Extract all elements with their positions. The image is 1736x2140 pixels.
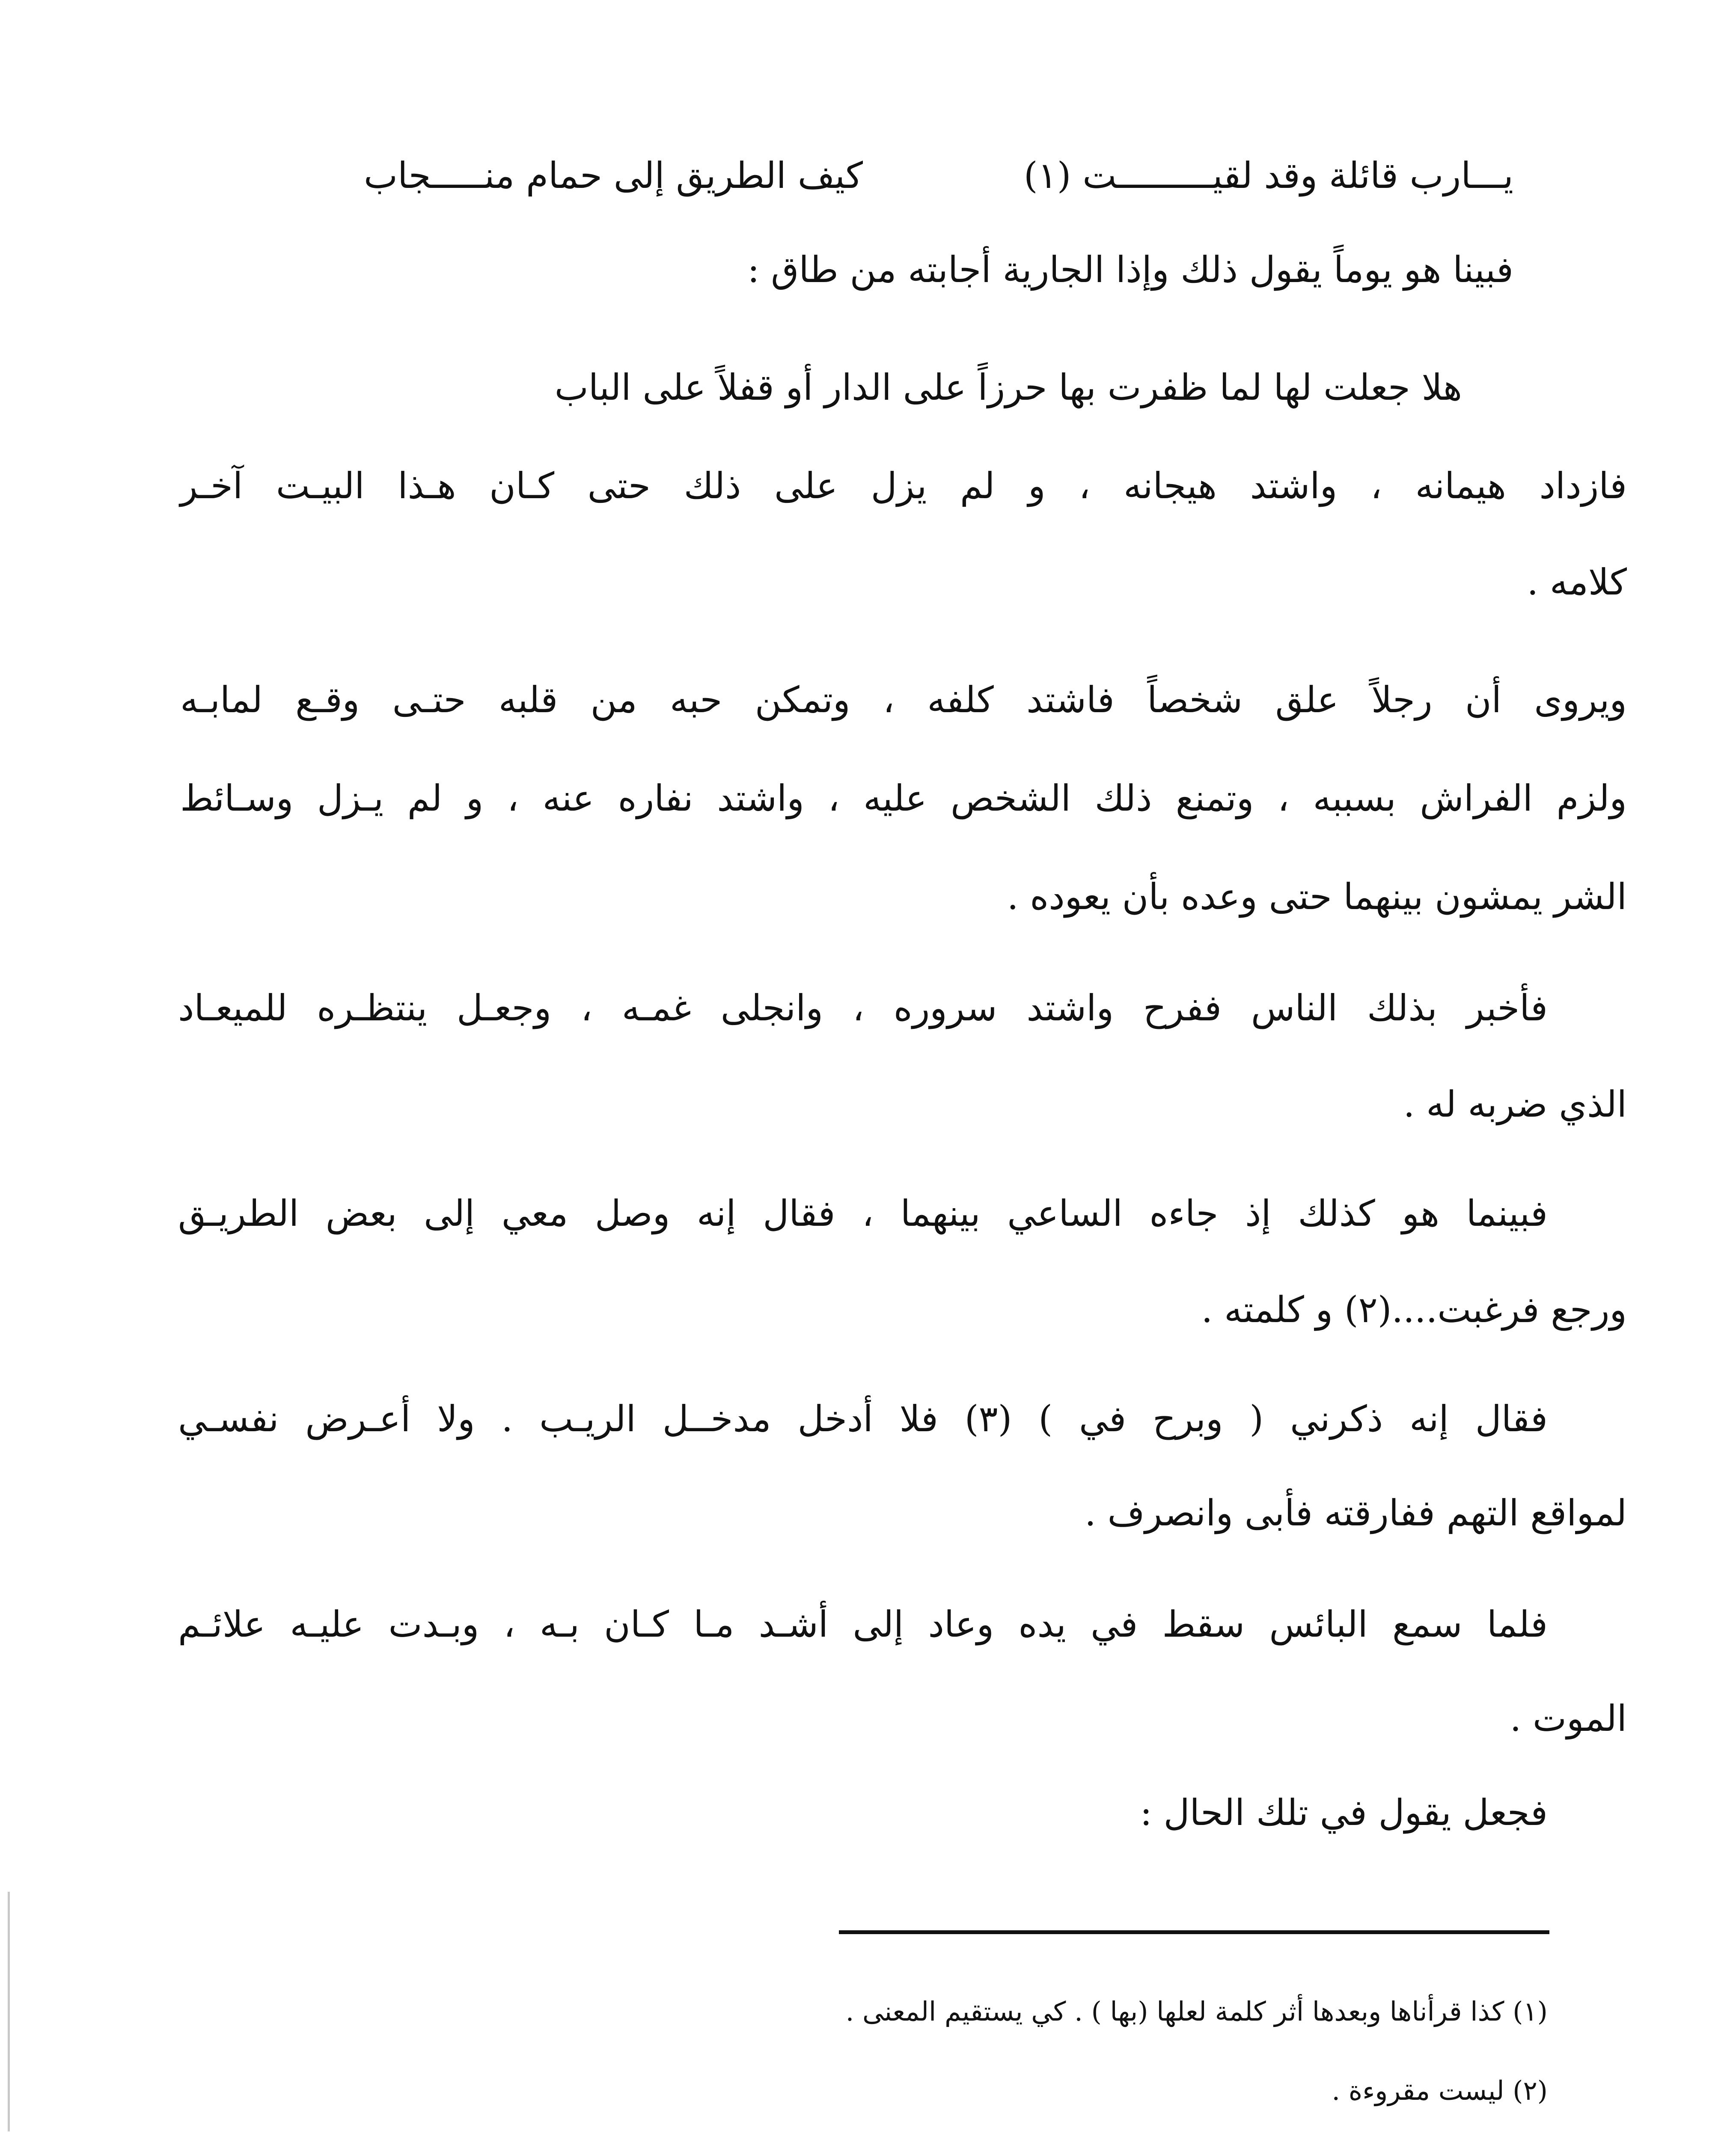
verse-2: هلا جعلت لها لما ظفرت بها حرزاً على الدار أو قفلاً على الباب [554,366,1462,408]
footnote-2: (٢) ليست مقروءة . [1332,2075,1548,2106]
text-line: فأخبر بذلك الناس ففرح واشتد سروره ، وانجلى غمـه ، وجعـل ينتظـره للميعـاد [178,987,1548,1029]
text-line: فقال إنه ذكرني ( وبرح في ) (٣) فلا أدخل مدخــل الريـب . ولا أعـرض نفسـي [178,1398,1548,1440]
scan-edge [8,1892,10,2131]
text-line: ويروى أن رجلاً علق شخصاً فاشتد كلفه ، وتمكن حبه من قلبه حتـى وقـع لمابـه [180,679,1627,721]
footnote-1: (١) كذا قرأناها وبعدها أثر كلمة لعلها (بها ) . كي يستقيم المعنى . [845,1996,1548,2027]
text-line: الشر يمشون بينهما حتى وعده بأن يعوده . [1007,876,1627,918]
text-line: كلامه . [1527,561,1627,603]
verse-1-first-hemistich: يـــارب قائلة وقد لقيـــــــــت (١) [1023,155,1513,196]
text-line: فبينما هو كذلك إذ جاءه الساعي بينهما ، فقال إنه وصل معي إلى بعض الطريـق [178,1192,1548,1234]
footnote-separator [839,1930,1549,1934]
text-line: فازداد هيمانه ، واشتد هيجانه ، و لم يزل على ذلك حتى كـان هـذا البيـت آخـر [180,465,1627,507]
verse-1-second-hemistich: كيف الطريق إلى حمام منـــــجاب [363,155,863,196]
text-line: ولزم الفراش بسببه ، وتمنع ذلك الشخص عليه ، واشتد نفاره عنه ، و لم يـزل وسـائط [180,777,1627,819]
text-line: فلما سمع البائس سقط في يده وعاد إلى أشـد مـا كـان بـه ، وبـدت عليـه علائـم [178,1603,1548,1645]
text-line: الموت . [1510,1697,1627,1739]
text-line: الذي ضربه له . [1403,1083,1627,1125]
text-line: فجعل يقول في تلك الحال : [1140,1792,1548,1834]
text-line: ورجع فرغبت....(٢) و كلمته . [1201,1289,1627,1331]
text-line: فبينا هو يوماً يقول ذلك وإذا الجارية أجابته من طاق : [747,249,1513,291]
text-line: لمواقع التهم ففارقته فأبى وانصرف . [1085,1492,1627,1534]
